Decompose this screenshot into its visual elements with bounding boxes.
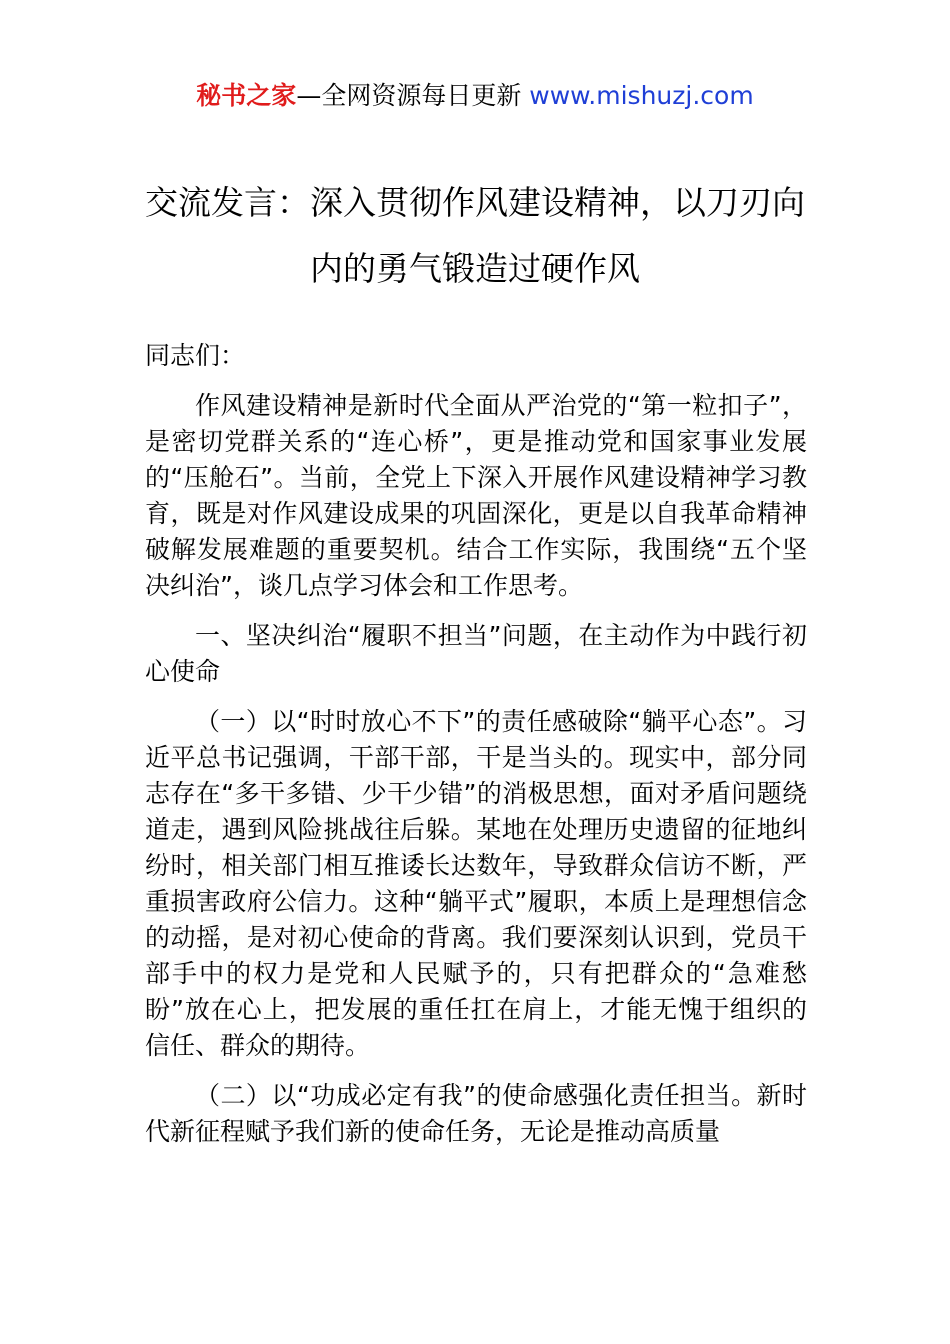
paragraph-subsection-2: （二）以“功成必定有我”的使命感强化责任担当。新时代新征程赋予我们新的使命任务，无论是推动高质量	[145, 1081, 807, 1146]
paragraph-subsection-1: （一）以“时时放心不下”的责任感破除“躺平心态”。习近平总书记强调，干部干部，干是当头的。现实中，部分同志存在“多干多错、少干少错”的消极思想，面对矛盾问题绕道走，遇到风险挑战往后躲。某地在处理历史遗留的征地纠纷时，相关部门相互推诿长达数年，导致群众信访不断，严重损害政府公信力。这种“躺平式”履职，本质上是理想信念的动摇，是对初心使命的背离。我们要深刻认识到，党员干部手中的权力是党和人民赋予的，只有把群众的“急难愁盼”放在心上，把发展的重任扛在肩上，才能无愧于组织的信任、群众的期待。	[145, 707, 807, 1060]
document-body	[145, 338, 807, 1164]
site-url-link[interactable]: www.mishuzj.com	[529, 81, 754, 110]
section-heading-1: 一、坚决纠治“履职不担当”问题，在主动作为中践行初心使命	[145, 621, 807, 686]
site-tagline: —全网资源每日更新	[296, 81, 530, 110]
paragraph-intro: 作风建设精神是新时代全面从严治党的“第一粒扣子”，是密切党群关系的“连心桥”，更是推动党和国家事业发展的“压舱石”。当前，全党上下深入开展作风建设精神学习教育，既是对作风建设成果的巩固深化，更是以自我革命精神破解发展难题的重要契机。结合工作实际，我围绕“五个坚决纠治”，谈几点学习体会和工作思考。	[145, 391, 807, 600]
site-brand: 秘书之家	[196, 81, 297, 110]
greeting: 同志们：	[145, 341, 246, 370]
document-title: 交流发言：深入贯彻作风建设精神，以刀刃向内的勇气锻造过硬作风	[145, 183, 805, 288]
site-header	[0, 78, 950, 114]
